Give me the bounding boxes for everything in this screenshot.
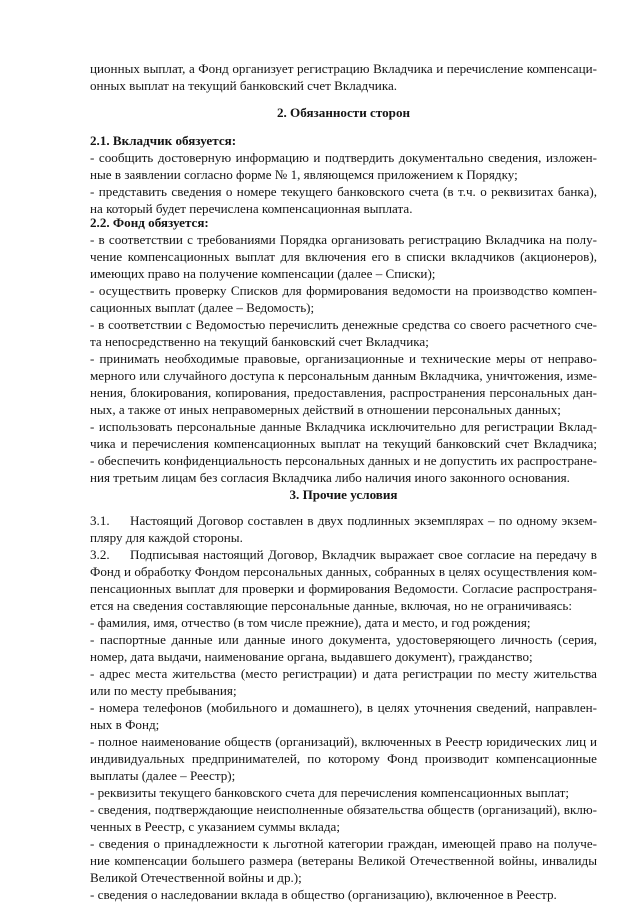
text-line: сационных выплат (далее – Ведомость); bbox=[90, 300, 315, 315]
text-line: - представить сведения о номере текущего банковского счета (в т.ч. о реквизитах банка), bbox=[90, 184, 597, 199]
text-line: мерного или случайного доступа к персональным данным Вкладчика, уничтожения, изме- bbox=[90, 368, 597, 383]
text-line: нения, блокирования, копирования, предоставления, распространения персональных дан- bbox=[90, 385, 597, 400]
text-line: - в соответствии с требованиями Порядка организовать регистрацию Вкладчика на полу- bbox=[90, 232, 597, 247]
text-line: - сведения, подтверждающие неисполненные обязательства обществ (организаций), вклю- bbox=[90, 802, 597, 817]
text-line: пляру для каждой стороны. bbox=[90, 530, 243, 545]
text-line: ченных в Реестр, с указанием суммы вклада; bbox=[90, 819, 340, 834]
text-line: индивидуальных предпринимателей, по которому Фонд производит компенсационные bbox=[90, 751, 597, 766]
text-line: пенсационных выплат для проверки и формирования Ведомости. Согласие распространя- bbox=[90, 581, 597, 596]
text-line: ные в заявлении согласно форме № 1, являющемся приложением к Порядку; bbox=[90, 167, 518, 182]
text-line: - обеспечить конфиденциальность персональных данных и не допустить их распростране- bbox=[90, 453, 597, 468]
text-line: выплаты (далее – Реестр); bbox=[90, 768, 236, 783]
text-line: ционных выплат, а Фонд организует регистрацию Вкладчика и перечисление компенсаци- bbox=[90, 61, 597, 76]
subsection-heading-2-1: 2.1. Вкладчик обязуется: bbox=[90, 133, 237, 148]
text-line: - полное наименование обществ (организаций), включенных в Реестр юридических лиц и bbox=[90, 734, 597, 749]
clause-3-2-number: 3.2. bbox=[90, 547, 110, 562]
text-line: ных в Фонд; bbox=[90, 717, 160, 732]
text-line: Фонд и обработку Фондом персональных данных, собранных в целях осуществления ком- bbox=[90, 564, 597, 579]
text-line: Подписывая настоящий Договор, Вкладчик выражает свое согласие на передачу в bbox=[130, 547, 597, 562]
text-line: ние компенсации большего размера (ветераны Великой Отечественной войны, инвалиды bbox=[90, 853, 597, 868]
text-line: Настоящий Договор составлен в двух подлинных экземплярах – по одному экзем- bbox=[130, 513, 597, 528]
section-heading-2: 2. Обязанности сторон bbox=[276, 105, 411, 120]
text-line: онных выплат на текущий банковский счет Вкладчика. bbox=[90, 78, 398, 93]
text-line: номер, дата выдачи, наименование органа, выдавшего документ), гражданство; bbox=[90, 649, 533, 664]
text-line: ется на сведения составляющие персональные данные, включая, но не ограничиваясь: bbox=[90, 598, 573, 613]
text-line: та непосредственно на текущий банковский счет Вкладчика; bbox=[90, 334, 429, 349]
text-line: или по месту пребывания; bbox=[90, 683, 237, 698]
text-line: - в соответствии с Ведомостью перечислить денежные средства со своего расчетного сче- bbox=[90, 317, 597, 332]
text-line: - использовать персональные данные Вкладчика исключительно для регистрации Вклад- bbox=[90, 419, 597, 434]
text-line: - сведения о наследовании вклада в общество (организацию), включенное в Реестр. bbox=[90, 887, 557, 902]
text-line: - фамилия, имя, отчество (в том числе прежние), дата и место, и год рождения; bbox=[90, 615, 531, 630]
text-line: имеющих право на получение компенсации (далее – Списки); bbox=[90, 266, 436, 281]
text-line: - реквизиты текущего банковского счета для перечисления компенсационных выплат; bbox=[90, 785, 570, 800]
text-line: ных, а также от иных неправомерных действий в отношении персональных данных; bbox=[90, 402, 561, 417]
text-line: - адрес места жительства (место регистрации) и дата регистрации по месту жительства bbox=[90, 666, 597, 681]
subsection-heading-2-2: 2.2. Фонд обязуется: bbox=[90, 215, 209, 230]
text-line: на который будет перечислена компенсационная выплата. bbox=[90, 201, 413, 216]
section-heading-3: 3. Прочие условия bbox=[289, 487, 398, 502]
text-line: чение компенсационных выплат для включения его в списки вкладчиков (акционеров), bbox=[90, 249, 597, 264]
text-line: - принимать необходимые правовые, организационные и технические меры от неправо- bbox=[90, 351, 597, 366]
text-line: чика и перечисления компенсационных выплат на текущий банковский счет Вкладчика; bbox=[90, 436, 597, 451]
text-line: - паспортные данные или данные иного документа, удостоверяющего личность (серия, bbox=[90, 632, 597, 647]
text-line: - осуществить проверку Списков для формирования ведомости на производство компен- bbox=[90, 283, 597, 298]
text-line: - сообщить достоверную информацию и подтвердить документально сведения, изложен- bbox=[90, 150, 597, 165]
text-line: Великой Отечественной войны и др.); bbox=[90, 870, 302, 885]
text-line: ния третьим лицам без согласия Вкладчика либо наличия иного законного основания. bbox=[90, 470, 570, 485]
text-line: - номера телефонов (мобильного и домашнего), в целях уточнения сведений, направлен- bbox=[90, 700, 597, 715]
clause-3-1-number: 3.1. bbox=[90, 513, 110, 528]
text-line: - сведения о принадлежности к льготной категории граждан, имеющей право на получе- bbox=[90, 836, 597, 851]
